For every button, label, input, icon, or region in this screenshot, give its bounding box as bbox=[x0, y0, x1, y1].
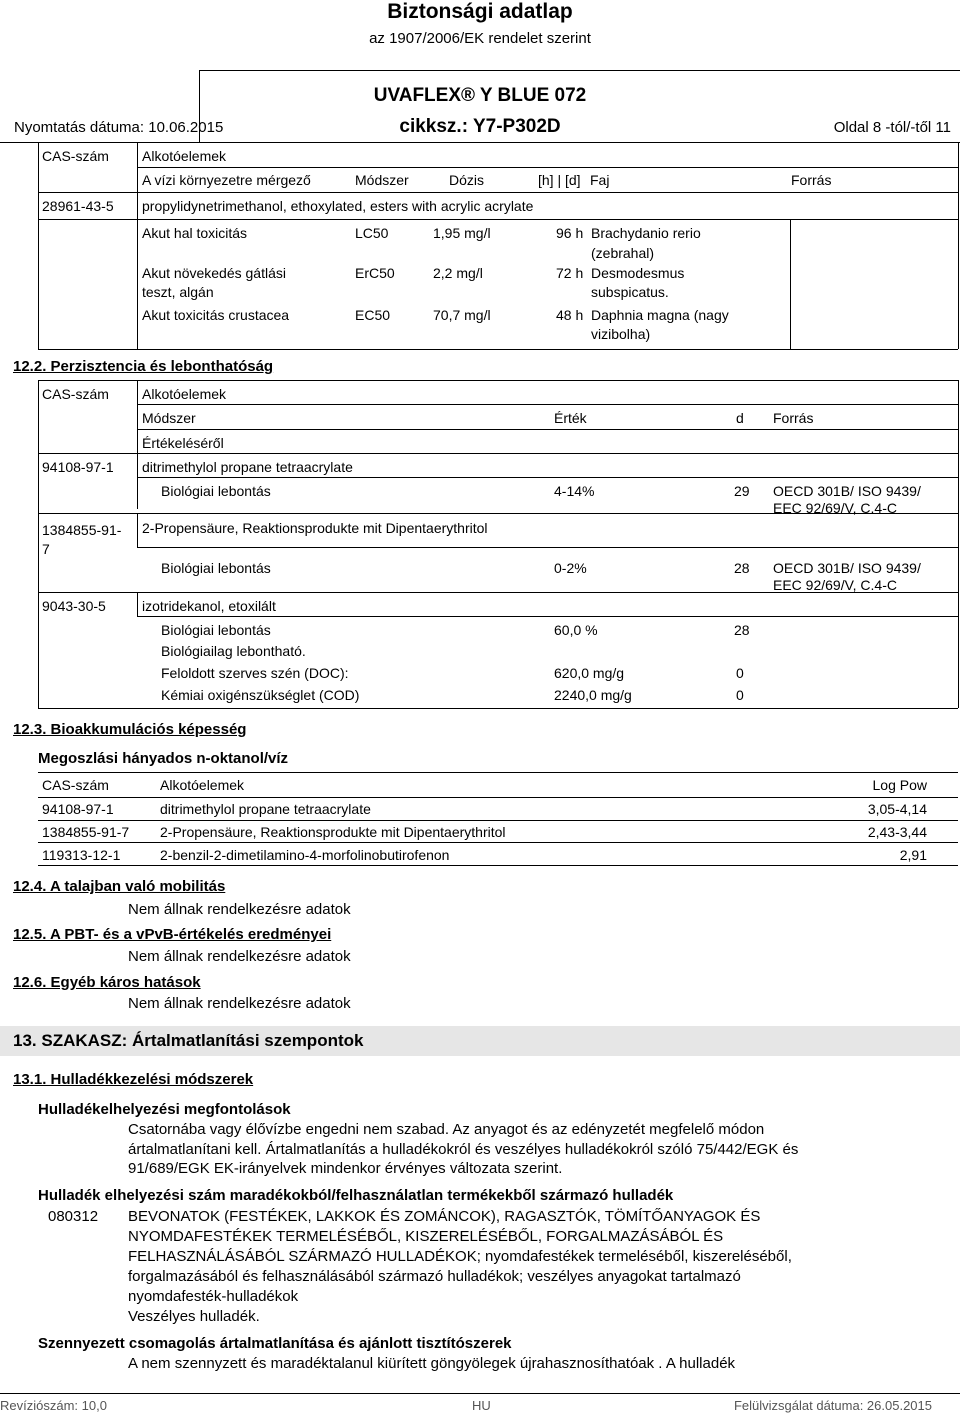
tox-header-source: Forrás bbox=[791, 172, 832, 188]
bio-logpow: 3,05-4,14 bbox=[867, 801, 927, 817]
persistence-test: Biológiai lebontás bbox=[161, 622, 271, 638]
disposal-text-line: 91/689/EGK EK-irányelvek mindenkor érvényes változata szerint. bbox=[128, 1160, 563, 1177]
persistence-value: 0-2% bbox=[554, 560, 587, 576]
persistence-cod-days: 0 bbox=[736, 687, 744, 703]
tox-species-line2: subspicatus. bbox=[591, 284, 669, 300]
tox-header-dose: Dózis bbox=[449, 172, 485, 188]
persistence-source: OECD 301B/ ISO 9439/ bbox=[773, 560, 921, 576]
section-13-title: 13. SZAKASZ: Ártalmatlanítási szempontok bbox=[13, 1031, 364, 1050]
tox-header-aquatic: A vízi környezetre mérgező bbox=[142, 172, 311, 188]
section-12-6-text: Nem állnak rendelkezésre adatok bbox=[128, 995, 351, 1012]
bio-header-component: Alkotóelemek bbox=[160, 777, 245, 793]
tox-species: Desmodesmus bbox=[591, 265, 685, 281]
tox-test: Akut hal toxicitás bbox=[142, 225, 248, 241]
bio-component-name: ditrimethylol propane tetraacrylate bbox=[160, 801, 371, 817]
tox-species: Brachydanio rerio bbox=[591, 225, 701, 241]
persistence-component-name: ditrimethylol propane tetraacrylate bbox=[142, 459, 353, 475]
tox-dose: 1,95 mg/l bbox=[433, 225, 491, 241]
waste-code-heading: Hulladék elhelyezési szám maradékokból/felhasználatlan termékekből származó hulladék bbox=[38, 1187, 674, 1204]
disposal-considerations-heading: Hulladékelhelyezési megfontolások bbox=[38, 1101, 291, 1118]
persistence-cas: 9043-30-5 bbox=[42, 598, 106, 614]
bio-cas: 94108-97-1 bbox=[42, 801, 114, 817]
section-12-2-title: 12.2. Perzisztencia és lebonthatóság bbox=[13, 358, 274, 375]
bio-logpow: 2,91 bbox=[899, 847, 927, 863]
tox-time: 72 h bbox=[556, 265, 584, 281]
waste-description-line: forgalmazásából és felhasználásából származó hulladékok; veszélyes anyagokat tartalmazó bbox=[128, 1268, 741, 1285]
bio-cas: 1384855-91-7 bbox=[42, 824, 130, 840]
persistence-header-evaluation: Értékeléséről bbox=[142, 435, 224, 451]
packaging-text-line: A nem szennyzett és maradéktalanul kiürített göngyölegek újrahasznosíthatóak . A hulladék bbox=[128, 1355, 736, 1372]
bio-logpow: 2,43-3,44 bbox=[867, 824, 927, 840]
tox-dose: 70,7 mg/l bbox=[433, 307, 491, 323]
tox-header-unit: [h] | [d] bbox=[538, 172, 581, 188]
persistence-cas: 94108-97-1 bbox=[42, 459, 114, 475]
section-13-1-title: 13.1. Hulladékkezelési módszerek bbox=[13, 1071, 254, 1088]
tox-header-cas: CAS-szám bbox=[42, 148, 109, 164]
persistence-days: 28 bbox=[734, 622, 750, 638]
persistence-header-value: Érték bbox=[554, 410, 587, 426]
persistence-note: Biológiailag lebontható. bbox=[161, 643, 306, 659]
footer-language: HU bbox=[472, 1398, 491, 1413]
tox-component-name: propylidynetrimethanol, ethoxylated, esters with acrylic acrylate bbox=[142, 198, 534, 214]
tox-species-line2: vizibolha) bbox=[591, 326, 651, 342]
tox-cas: 28961-43-5 bbox=[42, 198, 114, 214]
waste-description-line: NYOMDAFESTÉKEK TERMELÉSÉBŐL, KISZERELÉSÉBŐL, FORGALMAZÁSÁBÓL ÉS bbox=[128, 1228, 724, 1245]
persistence-source-line2: EEC 92/69/V, C.4-C bbox=[773, 500, 897, 516]
persistence-component-name: 2-Propensäure, Reaktionsprodukte mit Dipentaerythritol bbox=[142, 520, 488, 536]
section-12-5-title: 12.5. A PBT- és a vPvB-értékelés eredményei bbox=[13, 926, 332, 943]
tox-test: Akut toxicitás crustacea bbox=[142, 307, 290, 323]
disposal-text-line: ártalmatlanítani kell. Ártalmatlanítás a hulladékokról és veszélyes hulladékokról szóló 75/442/EGK és bbox=[128, 1141, 799, 1158]
persistence-doc-value: 620,0 mg/g bbox=[554, 665, 625, 681]
tox-test-line2: teszt, algán bbox=[142, 284, 214, 300]
section-12-3-title: 12.3. Bioakkumulációs képesség bbox=[13, 721, 247, 738]
persistence-cas-line2: 7 bbox=[42, 541, 50, 557]
section-12-5-text: Nem állnak rendelkezésre adatok bbox=[128, 948, 351, 965]
persistence-test: Biológiai lebontás bbox=[161, 483, 271, 499]
persistence-cod-label: Kémiai oxigénszükséglet (COD) bbox=[161, 687, 360, 703]
persistence-source: OECD 301B/ ISO 9439/ bbox=[773, 483, 921, 499]
waste-description-line: Veszélyes hulladék. bbox=[128, 1308, 260, 1325]
tox-method: EC50 bbox=[355, 307, 391, 323]
tox-header-species: Faj bbox=[590, 172, 610, 188]
persistence-days: 28 bbox=[734, 560, 750, 576]
persistence-doc-label: Feloldott szerves szén (DOC): bbox=[161, 665, 349, 681]
persistence-component-name: izotridekanol, etoxilált bbox=[142, 598, 276, 614]
persistence-source-line2: EEC 92/69/V, C.4-C bbox=[773, 577, 897, 593]
persistence-test: Biológiai lebontás bbox=[161, 560, 271, 576]
print-date: Nyomtatás dátuma: 10.06.2015 bbox=[14, 119, 224, 136]
tox-time: 96 h bbox=[556, 225, 584, 241]
partition-coefficient-heading: Megoszlási hányados n-oktanol/víz bbox=[38, 750, 289, 767]
tox-method: LC50 bbox=[355, 225, 389, 241]
section-12-4-title: 12.4. A talajban való mobilitás bbox=[13, 878, 226, 895]
product-name: UVAFLEX® Y BLUE 072 bbox=[373, 85, 587, 106]
waste-code: 080312 bbox=[48, 1208, 99, 1225]
tox-species-line2: (zebrahal) bbox=[591, 245, 655, 261]
tox-method: ErC50 bbox=[355, 265, 395, 281]
document-subtitle: az 1907/2006/EK rendelet szerint bbox=[369, 30, 591, 47]
document-title: Biztonsági adatlap bbox=[387, 0, 573, 23]
persistence-value: 4-14% bbox=[554, 483, 595, 499]
bio-cas: 119313-12-1 bbox=[42, 847, 121, 863]
section-12-6-title: 12.6. Egyéb káros hatások bbox=[13, 974, 201, 991]
waste-description-line: FELHASZNÁLÁSÁBÓL SZÁRMAZÓ HULLADÉKOK; nyomdafestékek termeléséből, kiszereléséből, bbox=[128, 1248, 792, 1265]
persistence-header-days: d bbox=[736, 410, 744, 426]
persistence-days: 29 bbox=[734, 483, 750, 499]
footer-review-date: Felülvizsgálat dátuma: 26.05.2015 bbox=[733, 1398, 932, 1413]
article-number: cikksz.: Y7-P302D bbox=[399, 116, 561, 137]
persistence-header-method: Módszer bbox=[142, 410, 196, 426]
persistence-header-source: Forrás bbox=[773, 410, 814, 426]
persistence-doc-days: 0 bbox=[736, 665, 744, 681]
persistence-cod-value: 2240,0 mg/g bbox=[554, 687, 632, 703]
bio-component-name: 2-Propensäure, Reaktionsprodukte mit Dipentaerythritol bbox=[160, 824, 506, 840]
bio-component-name: 2-benzil-2-dimetilamino-4-morfolinobutirofenon bbox=[160, 847, 450, 863]
tox-header-method: Módszer bbox=[355, 172, 409, 188]
bio-header-logpow: Log Pow bbox=[872, 777, 927, 793]
waste-description-line: BEVONATOK (FESTÉKEK, LAKKOK ÉS ZOMÁNCOK), RAGASZTÓK, TÖMÍTŐANYAGOK ÉS bbox=[128, 1208, 761, 1225]
persistence-cas: 1384855-91- bbox=[42, 522, 122, 538]
section-12-4-text: Nem állnak rendelkezésre adatok bbox=[128, 901, 351, 918]
persistence-header-component: Alkotóelemek bbox=[142, 386, 227, 402]
tox-species: Daphnia magna (nagy bbox=[591, 307, 729, 323]
tox-dose: 2,2 mg/l bbox=[433, 265, 483, 281]
waste-description-line: nyomdafesték-hulladékok bbox=[128, 1288, 299, 1305]
tox-time: 48 h bbox=[556, 307, 584, 323]
packaging-heading: Szennyezett csomagolás ártalmatlanítása és ajánlott tisztítószerek bbox=[38, 1335, 512, 1352]
disposal-text-line: Csatornába vagy élővízbe engedni nem szabad. Az anyagot és az edényzetét megfelelő módon bbox=[128, 1121, 765, 1138]
tox-test: Akut növekedés gátlási bbox=[142, 265, 286, 281]
footer-revision: Revíziószám: 10,0 bbox=[0, 1398, 107, 1413]
tox-header-component: Alkotóelemek bbox=[142, 148, 227, 164]
bio-header-cas: CAS-szám bbox=[42, 777, 109, 793]
persistence-value: 60,0 % bbox=[554, 622, 598, 638]
page-number: Oldal 8 -tól/-től 11 bbox=[833, 119, 951, 136]
persistence-header-cas: CAS-szám bbox=[42, 386, 109, 402]
